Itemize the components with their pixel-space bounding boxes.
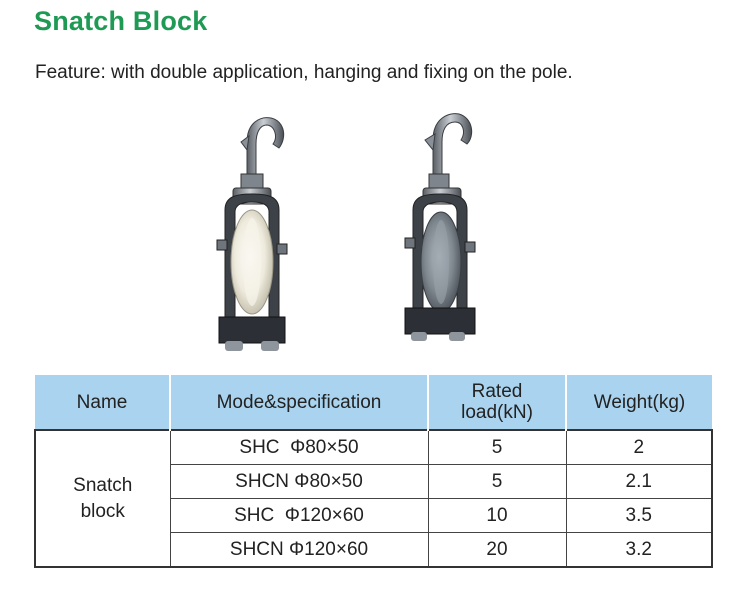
spec-table (34, 375, 713, 568)
load-cell: 5 (428, 465, 566, 499)
snatch-block-photo-metal (395, 110, 485, 350)
name-line1: Snatch (73, 474, 133, 496)
weight-cell: 2 (566, 430, 712, 465)
header-name: Name (35, 375, 170, 430)
name-cell (35, 430, 170, 567)
header-weight: Weight(kg) (566, 375, 712, 430)
feature-text: Feature: with double application, hanging and fixing on the pole. (35, 62, 573, 83)
table-header-row (35, 375, 712, 430)
model-cell: SHCN Φ80×50 (170, 465, 428, 499)
model-cell: SHCN Φ120×60 (170, 533, 428, 568)
header-model: Mode&specification (170, 375, 428, 430)
table-row (35, 430, 712, 465)
name-line2: block (80, 500, 125, 522)
header-rated-load (428, 375, 566, 430)
weight-cell: 2.1 (566, 465, 712, 499)
weight-cell: 3.2 (566, 533, 712, 568)
load-cell: 10 (428, 499, 566, 533)
weight-cell: 3.5 (566, 499, 712, 533)
page-title: Snatch Block (34, 6, 208, 36)
load-cell: 5 (428, 430, 566, 465)
snatch-block-photo-white (203, 112, 303, 357)
header-rated-line1: Rated (471, 381, 523, 402)
header-rated-line2: load(kN) (461, 402, 533, 423)
load-cell: 20 (428, 533, 566, 568)
model-cell: SHC Φ80×50 (170, 430, 428, 465)
model-cell: SHC Φ120×60 (170, 499, 428, 533)
